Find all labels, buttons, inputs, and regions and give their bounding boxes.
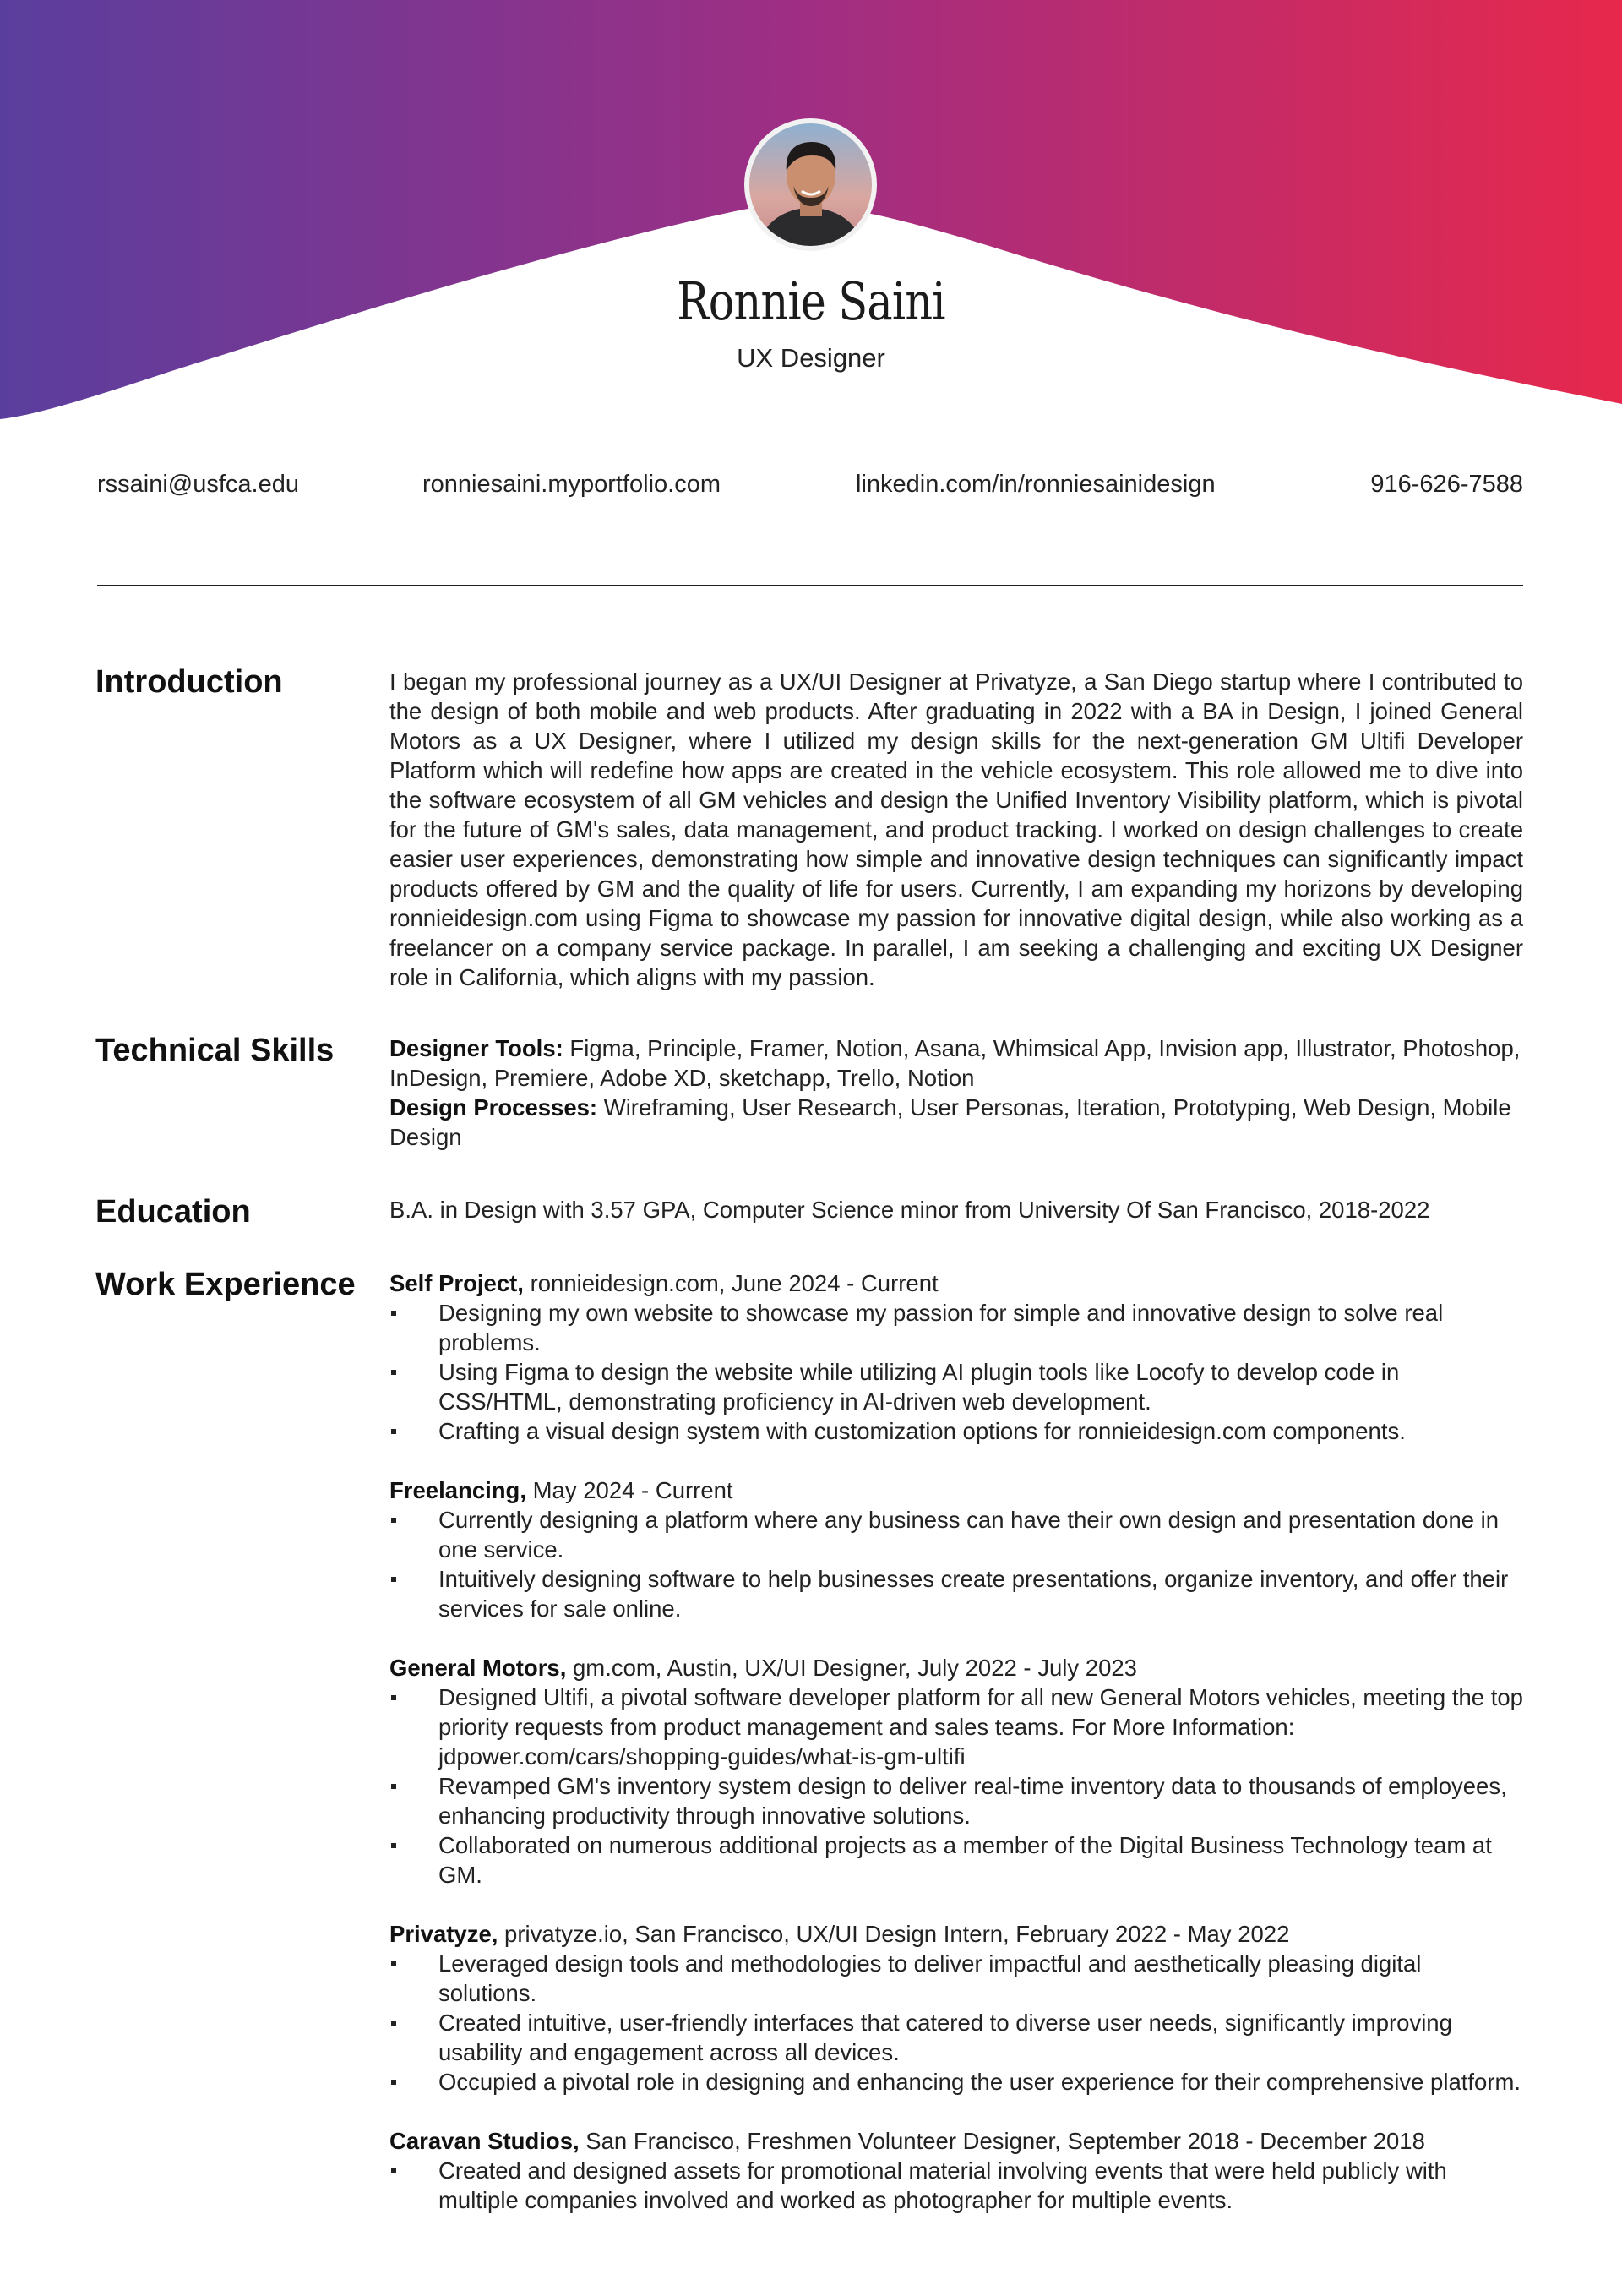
- job-company: Privatyze,: [389, 1921, 498, 1947]
- job-bullet: Crafting a visual design system with customization options for ronnieidesign.com components.: [389, 1416, 1523, 1446]
- job-entry: [389, 1653, 1523, 1890]
- job-entry: [389, 1268, 1523, 1446]
- design-processes-list: Wireframing, User Research, User Personas, Iteration, Prototyping, Web Design, Mobile Design: [389, 1094, 1511, 1150]
- section-divider: [97, 585, 1523, 586]
- job-entry: [389, 1919, 1523, 2097]
- technical-skills-content: [389, 1033, 1523, 1152]
- job-details: gm.com, Austin, UX/UI Designer, July 2022 - July 2023: [566, 1655, 1137, 1681]
- job-details: ronnieidesign.com, June 2024 - Current: [523, 1270, 939, 1296]
- job-bullet: Using Figma to design the website while utilizing AI plugin tools like Locofy to develop code in CSS/HTML, demonstrating proficiency in AI-driven web development.: [389, 1357, 1523, 1416]
- job-company: Caravan Studios,: [389, 2128, 580, 2154]
- job-entry: [389, 2126, 1523, 2215]
- job-bullet: Created intuitive, user-friendly interfaces that catered to diverse user needs, significantly improving usability and engagement across all devices.: [389, 2008, 1523, 2067]
- contact-email[interactable]: rssaini@usfca.edu: [97, 471, 299, 498]
- job-company: General Motors,: [389, 1655, 567, 1681]
- contact-portfolio-link[interactable]: ronniesaini.myportfolio.com: [422, 471, 721, 498]
- job-title: UX Designer: [737, 343, 885, 373]
- work-experience-list: [389, 1268, 1523, 2244]
- contact-linkedin-link[interactable]: linkedin.com/in/ronniesainidesign: [856, 471, 1216, 498]
- job-bullet: Currently designing a platform where any business can have their own design and presentation done in one service.: [389, 1505, 1523, 1564]
- job-bullet: Occupied a pivotal role in designing and enhancing the user experience for their comprehensive platform.: [389, 2067, 1523, 2097]
- designer-tools-list: Figma, Principle, Framer, Notion, Asana, Whimsical App, Invision app, Illustrator, Photoshop, InDesign, Premiere, Adobe XD, sketchapp, Trello, Notion: [389, 1035, 1521, 1091]
- job-bullet: Leveraged design tools and methodologies to deliver impactful and aesthetically pleasing digital solutions.: [389, 1949, 1523, 2008]
- education-text: B.A. in Design with 3.57 GPA, Computer Science minor from University Of San Francisco, 2018-2022: [389, 1197, 1430, 1223]
- work-experience-heading: Work Experience: [95, 1267, 356, 1302]
- design-processes-label: Design Processes:: [389, 1094, 598, 1121]
- job-details: privatyze.io, San Francisco, UX/UI Design Intern, February 2022 - May 2022: [498, 1921, 1290, 1947]
- job-bullet: Created and designed assets for promotional material involving events that were held publicly with multiple companies involved and worked as photographer for multiple events.: [389, 2156, 1523, 2215]
- contact-phone: 916-626-7588: [1370, 471, 1523, 498]
- design-processes-line: [389, 1093, 1523, 1152]
- job-bullet: Designed Ultifi, a pivotal software developer platform for all new General Motors vehicles, meeting the top priority requests from product management and sales teams. For More Information: jdpower.com/cars/shopping-guides/what-is-gm-ultifi: [389, 1682, 1523, 1771]
- job-bullet: Designing my own website to showcase my passion for simple and innovative design to solve real problems.: [389, 1298, 1523, 1357]
- job-entry: [389, 1475, 1523, 1623]
- technical-skills-heading: Technical Skills: [95, 1033, 335, 1068]
- designer-tools-line: [389, 1033, 1523, 1093]
- job-details: May 2024 - Current: [526, 1477, 733, 1503]
- job-bullet: Collaborated on numerous additional projects as a member of the Digital Business Technology team at GM.: [389, 1830, 1523, 1890]
- designer-tools-label: Designer Tools:: [389, 1035, 563, 1061]
- job-bullet: Revamped GM's inventory system design to deliver real-time inventory data to thousands of employees, enhancing productivity through innovative solutions.: [389, 1771, 1523, 1830]
- person-name: Ronnie Saini: [677, 270, 945, 332]
- job-details: San Francisco, Freshmen Volunteer Designer, September 2018 - December 2018: [579, 2128, 1425, 2154]
- job-company: Self Project,: [389, 1270, 524, 1296]
- education-heading: Education: [95, 1194, 251, 1230]
- introduction-heading: Introduction: [95, 664, 283, 700]
- introduction-text: I began my professional journey as a UX/UI Designer at Privatyze, a San Diego startup where I contributed to the design of both mobile and web products. After graduating in 2022 with a BA in Design, I joined General Motors as a UX Designer, where I utilized my design skills for the next-generation GM Ultifi Developer Platform which will redefine how apps are created in the vehicle ecosystem. This role allowed me to dive into the software ecosystem of all GM vehicles and design the Unified Inventory Visibility platform, which is pivotal for the future of GM's sales, data management, and product tracking. I worked on design challenges to create easier user experiences, demonstrating how simple and innovative design techniques can significantly impact products offered by GM and the quality of life for users. Currently, I am expanding my horizons by developing ronnieidesign.com using Figma to showcase my passion for innovative digital design, while also working as a freelancer on a company service package. In parallel, I am seeking a challenging and exciting UX Designer role in California, which aligns with my passion.: [389, 668, 1523, 990]
- job-company: Freelancing,: [389, 1477, 526, 1503]
- profile-photo: [744, 118, 877, 251]
- job-bullet: Intuitively designing software to help businesses create presentations, organize inventory, and offer their services for sale online.: [389, 1564, 1523, 1623]
